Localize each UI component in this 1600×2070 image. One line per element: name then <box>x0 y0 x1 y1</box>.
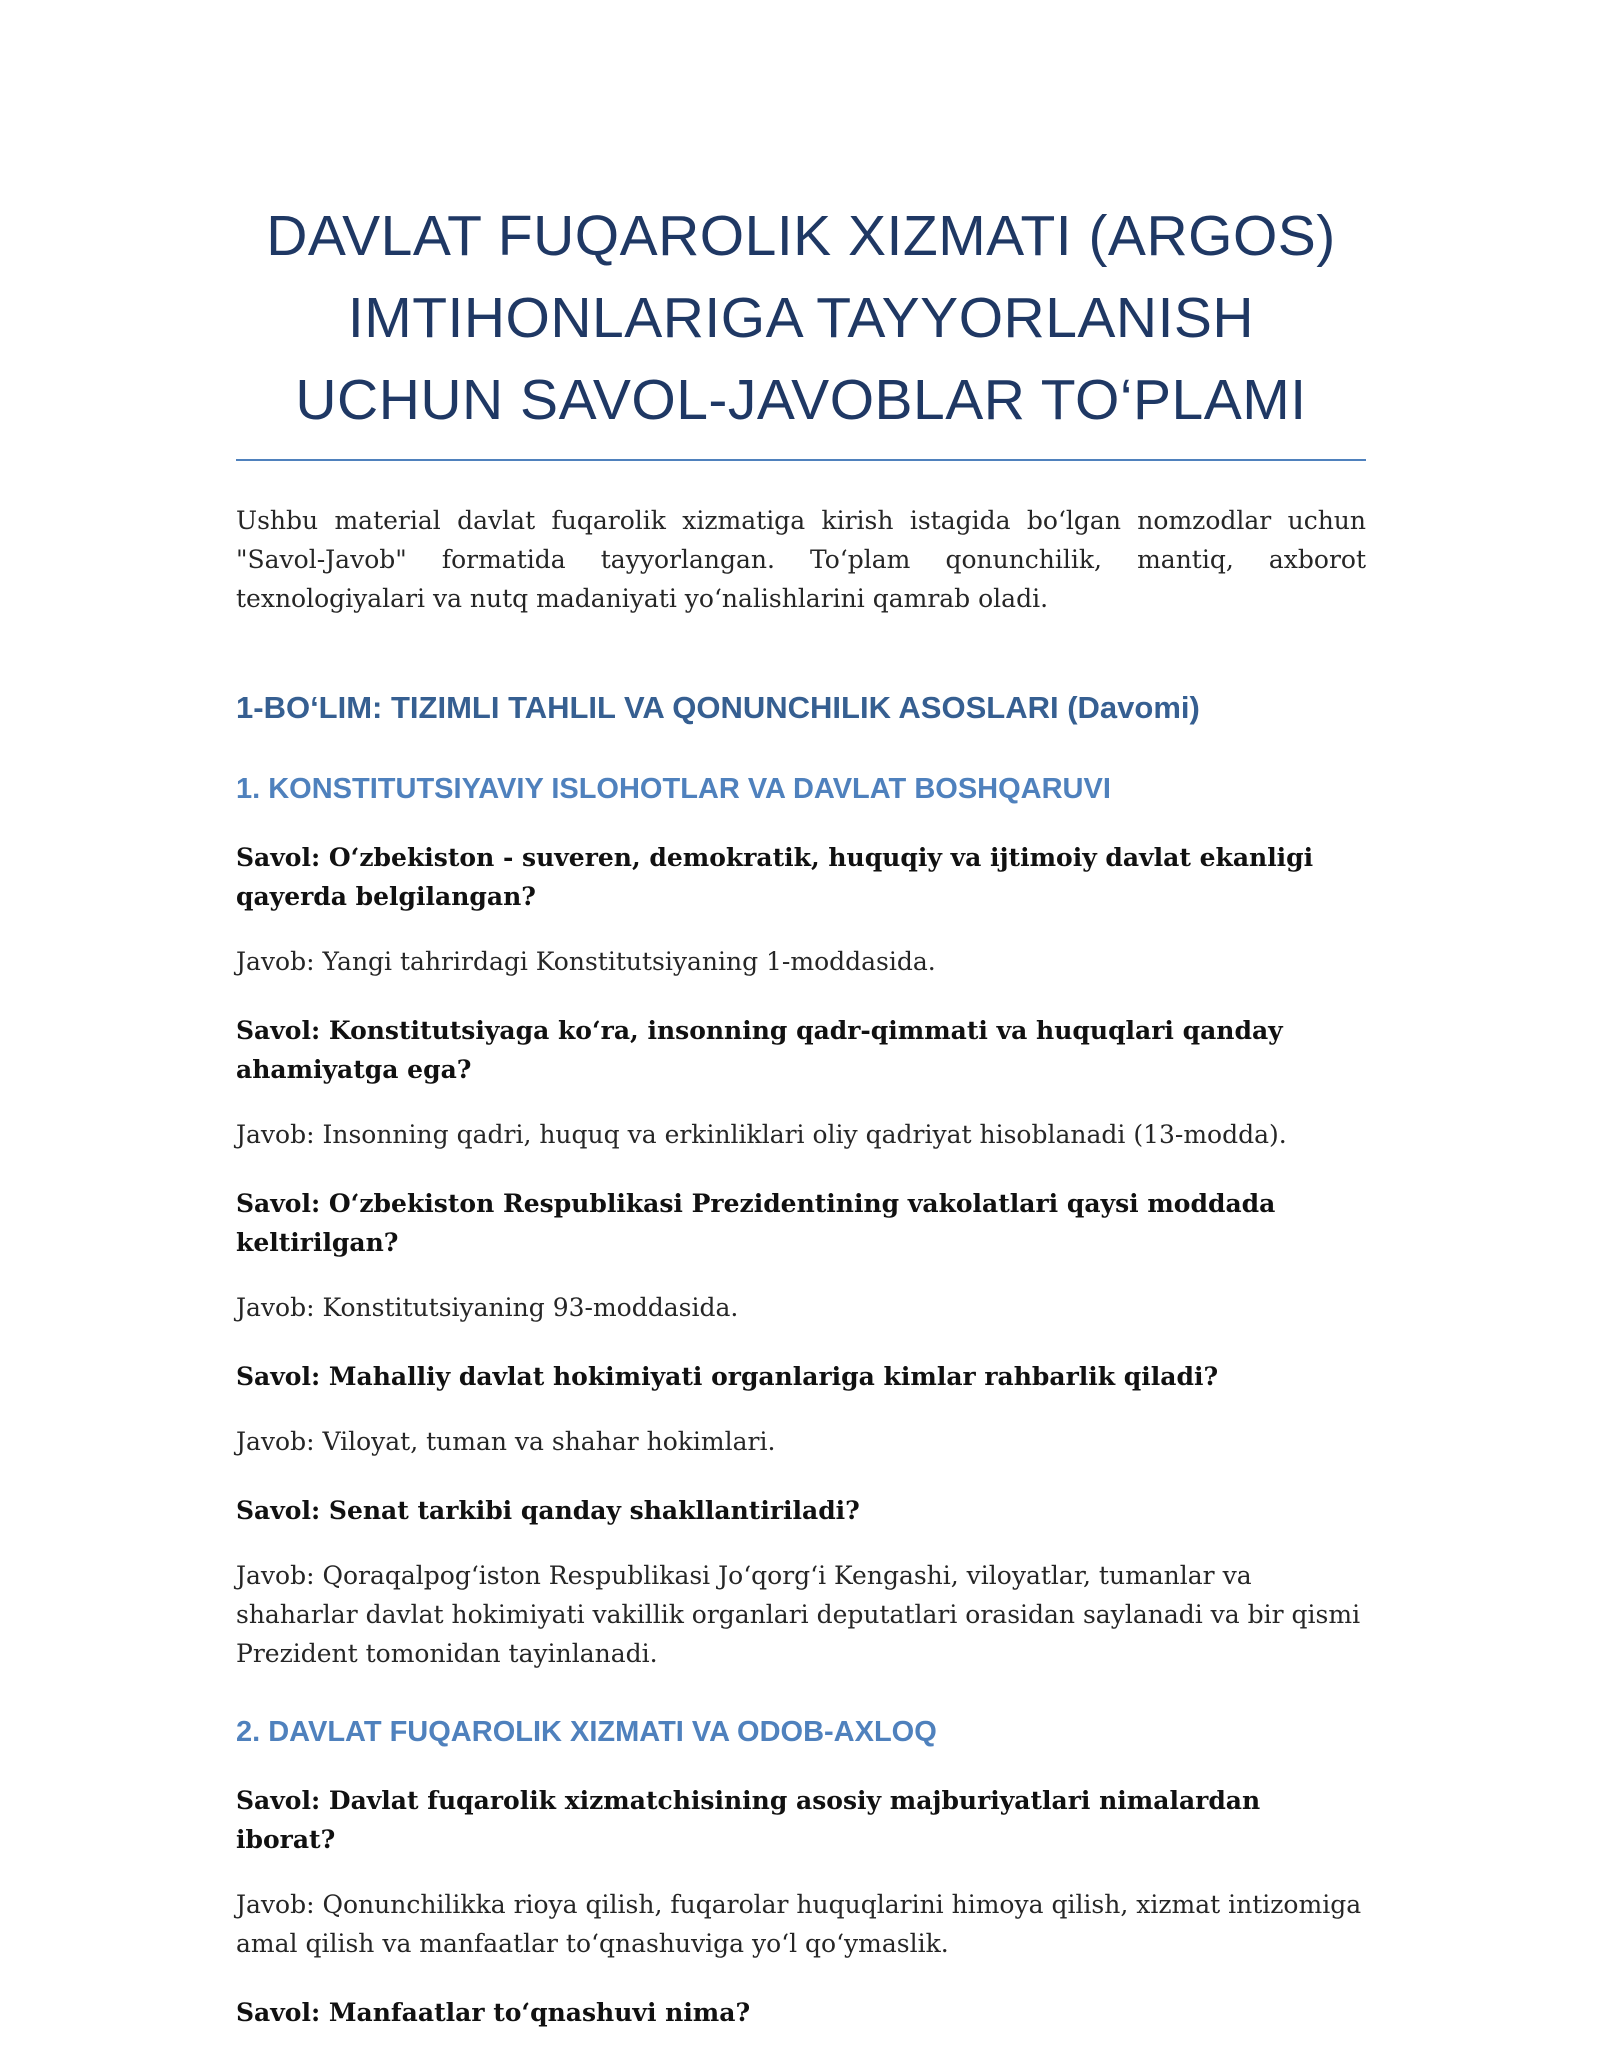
subsection-heading: 1. KONSTITUTSIYAVIY ISLOHOTLAR VA DAVLAT BOSHQARUVI <box>236 773 1111 805</box>
answer: Javob: Qoraqalpog‘iston Respublikasi Jo‘qorg‘i Kengashi, viloyatlar, tumanlar va shaharlar davlat hokimiyati vakillik organlari deputatlari orasidan saylanadi va bir qismi Prezident tomonidan tayinlanadi. <box>236 1561 1361 1668</box>
document-title <box>236 195 1366 461</box>
answer: Javob: Konstitutsiyaning 93-moddasida. <box>236 1293 739 1322</box>
title-line: DAVLAT FUQAROLIK XIZMATI (ARGOS) <box>266 204 1336 268</box>
question: Savol: O‘zbekiston Respublikasi Prezidentining vakolatlari qaysi moddada keltirilgan? <box>236 1189 1276 1257</box>
subsection-heading: 2. DAVLAT FUQAROLIK XIZMATI VA ODOB-AXLOQ <box>236 1716 937 1748</box>
document-content <box>236 195 1366 2032</box>
answer: Javob: Insonning qadri, huquq va erkinliklari oliy qadriyat hisoblanadi (13-modda). <box>236 1120 1287 1149</box>
section-heading: 1-BO‘LIM: TIZIMLI TAHLIL VA QONUNCHILIK ASOSLARI (Davomi) <box>236 690 1200 725</box>
question: Savol: Mahalliy davlat hokimiyati organlariga kimlar rahbarlik qiladi? <box>236 1362 1219 1391</box>
question: Savol: Senat tarkibi qanday shakllantiriladi? <box>236 1496 860 1525</box>
question: Savol: Davlat fuqarolik xizmatchisining asosiy majburiyatlari nimalardan iborat? <box>236 1786 1261 1854</box>
intro-paragraph: Ushbu material davlat fuqarolik xizmatiga kirish istagida bo‘lgan nomzodlar uchun "Savol-Javob" formatida tayyorlangan. To‘plam qonunchilik, mantiq, axborot texnologiyalari va nutq madaniyati yo‘nalishlarini qamrab oladi. <box>236 506 1366 613</box>
title-line: UCHUN SAVOL-JAVOBLAR TO‘PLAMI <box>295 368 1307 432</box>
answer: Javob: Yangi tahrirdagi Konstitutsiyaning 1-moddasida. <box>236 947 936 976</box>
question: Savol: Konstitutsiyaga ko‘ra, insonning qadr-qimmati va huquqlari qanday ahamiyatga ega? <box>236 1016 1283 1084</box>
title-line: IMTIHONLARIGA TAYYORLANISH <box>347 286 1255 350</box>
question: Savol: Manfaatlar to‘qnashuvi nima? <box>236 1998 751 2027</box>
answer: Javob: Viloyat, tuman va shahar hokimlari. <box>236 1427 776 1456</box>
answer: Javob: Qonunchilikka rioya qilish, fuqarolar huquqlarini himoya qilish, xizmat intizomiga amal qilish va manfaatlar to‘qnashuviga yo‘l qo‘ymaslik. <box>236 1890 1362 1958</box>
qa-list <box>236 1781 1366 2032</box>
qa-list <box>236 838 1366 1673</box>
question: Savol: O‘zbekiston - suveren, demokratik, huquqiy va ijtimoiy davlat ekanligi qayerda belgilangan? <box>236 843 1314 911</box>
